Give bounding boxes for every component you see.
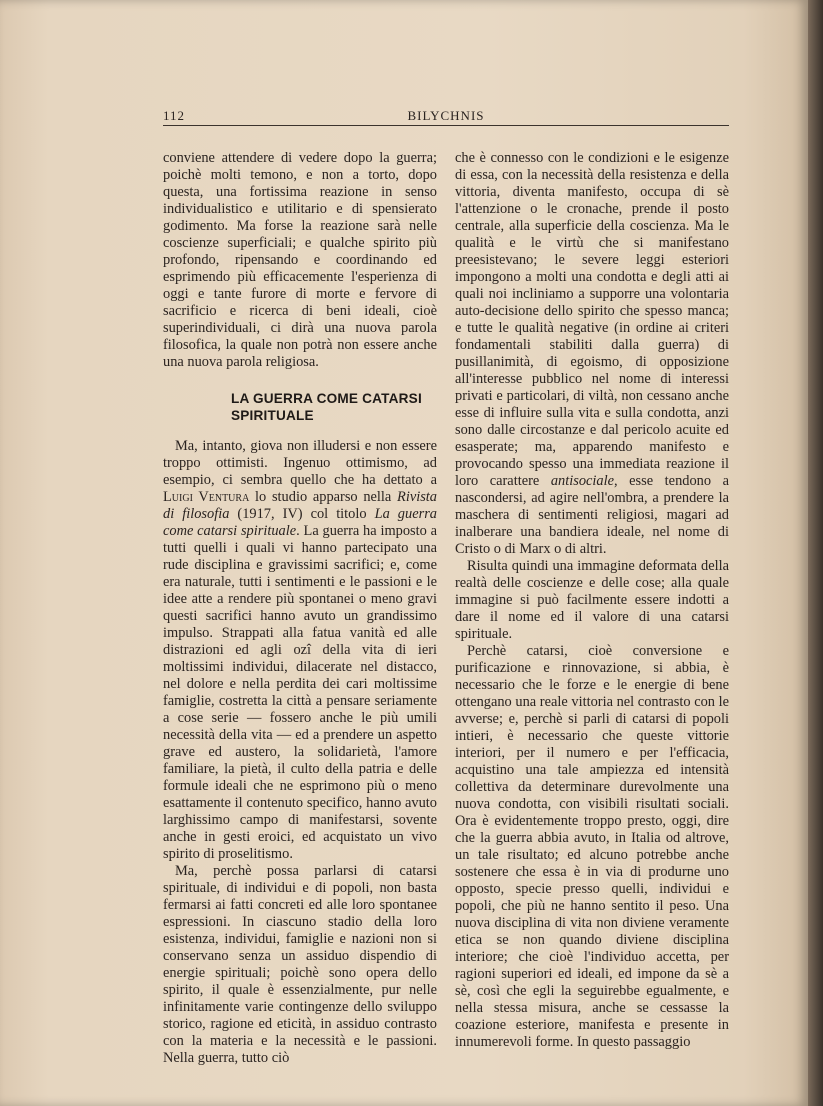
emphasis: antisociale xyxy=(550,473,614,489)
paragraph: conviene attendere di vedere dopo la guerra; poichè molti temono, e non a torto, dopo questa, una fortissima reazione in senso individualistico e utilitario e di spensierato godimento. Ma forse la reazione sarà nelle coscienze superficiali; e qualche spirito più profondo, ripensando e coordinando ed esprimendo più efficacemente l'esperienza di oggi e tante furore di morte e fervore di sacrificio e ricerca di beni ideali, cioè superindividuali, ci dirà una nuova parola filosofica, la quale non potrà non essere anche una nuova parola religiosa. xyxy=(163,150,437,370)
section-heading: LA GUERRA COME CATARSI SPIRITUALE xyxy=(231,391,422,423)
paragraph: Ma, intanto, giova non illudersi e non essere troppo ottimisti. Ingenuo ottimismo, ad esempio, ci sembra quello che ha dettato a Luigi Ventura lo studio apparso nella Rivista di filosofia (1917, IV) col titolo La guerra come catarsi spirituale. La guerra ha imposto a tutti quelli i quali vi hanno partecipato una rude disciplina e gravissimi sacrifici; e, come era naturale, tutti i sentimenti e le passioni e le idee atte a rendere più spontanei o meno gravi questi sacrifici hanno avuto un grandissimo impulso. Strappati alla fatua vanità ed alle distrazioni ed agli ozî della vita di ieri moltissimi individui, dilacerate nel distacco, nel dolore e nella perdita dei cari moltissime famiglie, costretta la città a pensare seriamente a cose serie — fossero anche le più umili necessità della vita — ed a prendere un aspetto grave ed austero, la solidarietà, l'amore familiare, la pietà, il culto della patria e delle formule ideali che ne esprimono più o meno esattamente il contenuto specifico, hanno avuto larghissimo campo di manifestarsi, sovente anche in gesti eroici, ed acquistato un vivo spirito di proselitismo. xyxy=(163,438,438,862)
binding-edge xyxy=(808,0,823,1106)
paragraph: Perchè catarsi, cioè conversione e purificazione e rinnovazione, si abbia, è necessario che le forze e le energie di bene ottengano una reale vittoria nel contrasto con le avverse; e, perchè si parli di catarsi di popoli intieri, è necessario che queste vittorie interiori, per il numero e per l'efficacia, acquistino una tale ampiezza ed intensità collettiva da determinare durevolmente una nuova condotta, con visibili risultati sociali. Ora è evidentemente troppo presto, oggi, dire che la guerra abbia avuto, in Italia od altrove, un tale risultato; ed alcuno potrebbe anche sostenere che essa è in via di produrne uno opposto, specie presso quelli, individui e popoli, che più ne hanno sentito il peso. Una nuova disciplina di vita non diviene veramente etica se non quando diviene disciplina interiore; che cioè l'individuo accetta, per ragioni superiori ed ideali, ed impone da sè a sè, così che egli la seguirebbe egualmente, e nella stessa misura, anche se cessasse la coazione esteriore, manifesta e presente in innumerevoli forme. In questo passaggio xyxy=(455,643,729,1050)
header-rule xyxy=(163,125,729,126)
page-number: 112 xyxy=(163,108,186,123)
author-name: Luigi Ventura xyxy=(163,489,250,505)
running-title: BILYCHNIS xyxy=(407,108,485,123)
paragraph: Risulta quindi una immagine deformata della realtà delle coscienze e delle cose; alla quale immagine si può facilmente essere indotti a dare il nome ed il valore di una catarsi spirituale. xyxy=(455,558,729,642)
right-column xyxy=(455,150,729,1051)
article-title: La guerra come catarsi spirituale xyxy=(163,506,437,539)
paragraph: Ma, perchè possa parlarsi di catarsi spirituale, di individui e di popoli, non basta fermarsi ai fatti concreti ed alle loro spontanee espressioni. In ciascuno stadio della loro esistenza, individui, famiglie e nazioni non si conservano senza un assiduo dispendio di energie spirituali; poichè sono opera dello spirito, il quale è essenzialmente, pur nelle infinitamente varie contingenze dello sviluppo storico, ragione ed eticità, in assiduo contrasto con la materia e la necessità e le passioni. Nella guerra, tutto ciò xyxy=(163,863,437,1066)
journal-title: Rivista di filosofia xyxy=(163,489,437,522)
paragraph: che è connesso con le condizioni e le esigenze di essa, con la necessità della resistenza e della vittoria, diventa manifesto, occupa di sè l'attenzione o le cronache, prende il posto centrale, alla superficie della coscienza. Ma le qualità e le virtù che si manifestano preesistevano; le severe leggi esteriori impongono a molti una condotta e degli atti ai quali noi incliniamo a supporre una volontaria auto-decisione dello spirito che spesso manca; e tutte le qualità negative (in ordine ai criteri fondamentali stabiliti dalla guerra) di pusillanimità, di egoismo, di opposizione all'interesse pubblico nel nome di interessi privati e particolari, di viltà, non cessano anche esse di influire sulla vita e sulla condotta, anzi sono dalle circostanze e dal pericolo acuite ed esasperate; ma, apparendo manifesto e provocando spesso una immediata reazione il loro carattere antisociale, esse tendono a nascondersi, ad agire nell'ombra, a prendere la maschera di sentimenti religiosi, magari ad inalberare una bandiera ideale, nel nome di Cristo o di Marx o di altri. xyxy=(455,150,729,557)
left-column xyxy=(163,150,437,1067)
